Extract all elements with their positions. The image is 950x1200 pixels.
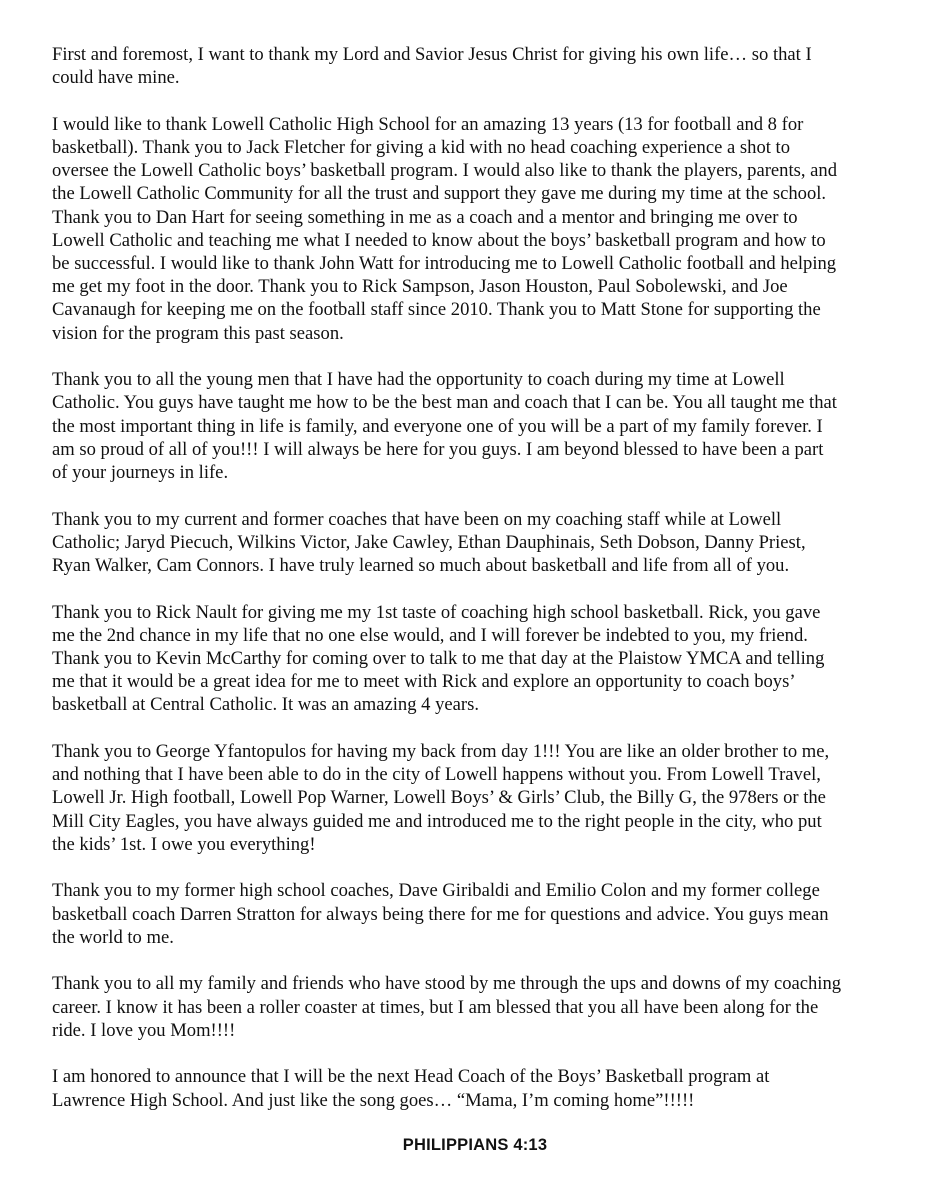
paragraph-family: Thank you to all my family and friends who have stood by me through the ups and downs of my coaching career. I know it has been a roller coaster at times, but I am blessed that you all have been along for the ride. I love you Mom!!!! <box>52 973 842 1041</box>
footer-verse: PHILIPPIANS 4:13 <box>402 1136 548 1154</box>
paragraph-coaching-staff: Thank you to my current and former coaches that have been on my coaching staff while at Lowell Catholic; Jaryd Piecuch, Wilkins Victor, Jake Cawley, Ethan Dauphinais, Seth Dobson, Danny Priest, Ryan Walker, Cam Connors. I have truly learned so much about basketball and life from all of you. <box>52 508 806 577</box>
paragraph-george-yfantopulos: Thank you to George Yfantopulos for having my back from day 1!!! You are like an older brother to me, and nothing that I have been able to do in the city of Lowell happens without you. From Lowell Travel, Lowell Jr. High football, Lowell Pop Warner, Lowell Boys’ & Girls’ Club, the Billy G, the 978ers or the Mill City Eagles, you have always guided me and introduced me to the right people in the city, who put the kids’ 1st. I owe you everything! <box>52 741 830 855</box>
paragraph-lowell-catholic: I would like to thank Lowell Catholic High School for an amazing 13 years (13 for football and 8 for basketball). Thank you to Jack Fletcher for giving a kid with no head coaching experience a shot to oversee the Lowell Catholic boys’ basketball program. I would also like to thank the players, parents, and the Lowell Catholic Community for all the trust and support they gave me during my time at the school. Thank you to Dan Hart for seeing something in me as a coach and a mentor and bringing me over to Lowell Catholic and teaching me what I needed to know about the boys’ basketball program and how to be successful. I would like to thank John Watt for introducing me to Lowell Catholic football and helping me get my foot in the door. Thank you to Rick Sampson, Jason Houston, Paul Sobolewski, and Joe Cavanaugh for keeping me on the football staff since 2010. Thank you to Matt Stone for supporting the vision for the program this past season. <box>52 113 838 344</box>
paragraph-former-coaches: Thank you to my former high school coaches, Dave Giribaldi and Emilio Colon and my former college basketball coach Darren Stratton for always being there for me for questions and advice. You guys mean the world to me. <box>52 880 829 948</box>
letter-body <box>52 43 898 1135</box>
paragraph-faith: First and foremost, I want to thank my Lord and Savior Jesus Christ for giving his own life… so that I could have mine. <box>52 44 812 89</box>
paragraph-players: Thank you to all the young men that I have had the opportunity to coach during my time at Lowell Catholic. You guys have taught me how to be the best man and coach that I can be. You all taught me that the most important thing in life is family, and everyone one of you will be a part of my family forever. I am so proud of all of you!!! I will always be here for you guys. I am beyond blessed to have been a part of your journeys in life. <box>52 369 837 484</box>
paragraph-central-catholic: Thank you to Rick Nault for giving me my 1st taste of coaching high school basketball. Rick, you gave me the 2nd chance in my life that no one else would, and I will forever be indebted to you, my friend. Thank you to Kevin McCarthy for coming over to talk to me that day at the Plaistow YMCA and telling me that it would be a great idea for me to meet with Rick and explore an opportunity to coach boys’ basketball at Central Catholic. It was an amazing 4 years. <box>52 601 825 716</box>
paragraph-announcement: I am honored to announce that I will be the next Head Coach of the Boys’ Basketball program at Lawrence High School. And just like the song goes… “Mama, I’m coming home”!!!!! <box>52 1066 770 1111</box>
